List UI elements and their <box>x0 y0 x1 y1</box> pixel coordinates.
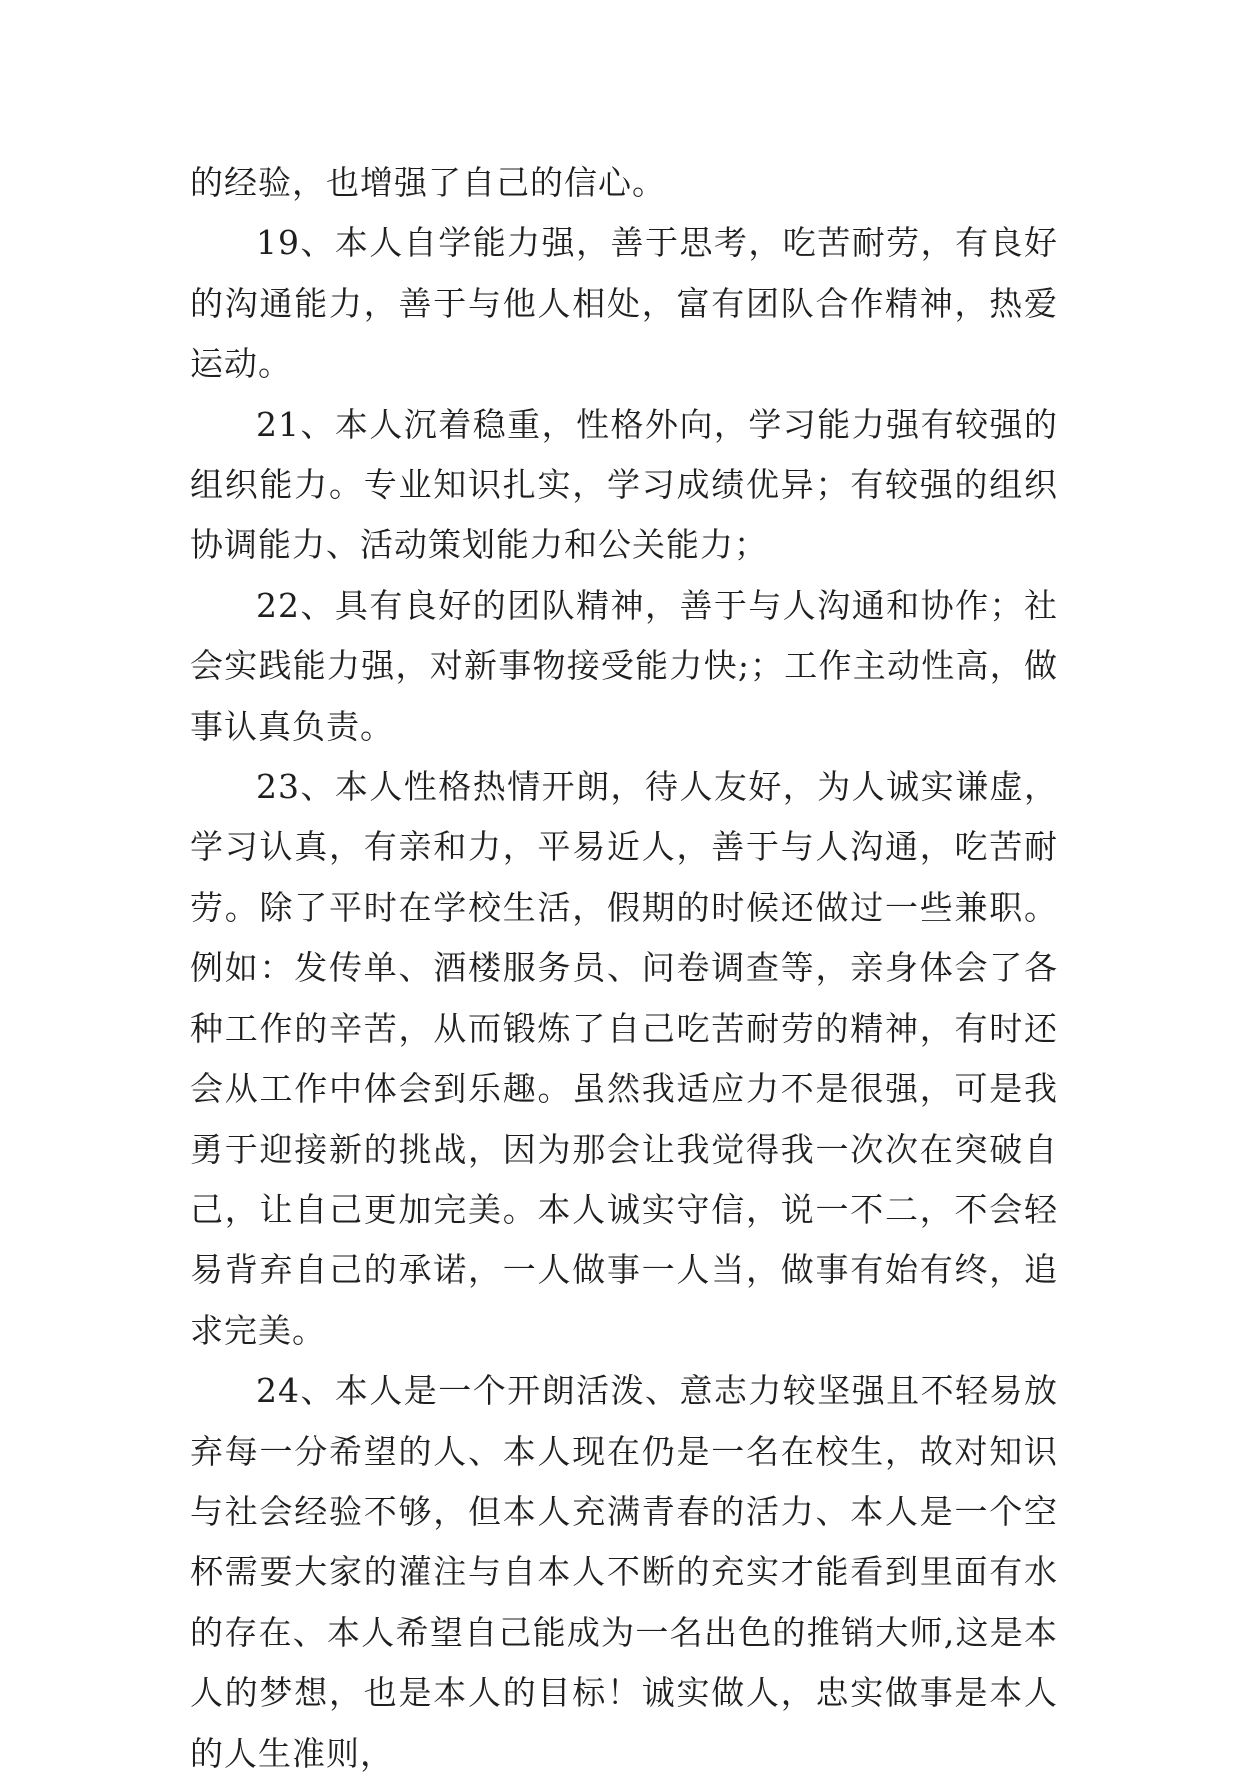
document-body <box>190 153 1058 1784</box>
paragraph-continuation: 的经验，也增强了自己的信心。 <box>190 163 666 202</box>
paragraph-23: 23、本人性格热情开朗，待人友好，为人诚实谦虚，学习认真，有亲和力，平易近人，善于与人沟通，吃苦耐劳。除了平时在学校生活，假期的时候还做过一些兼职。例如：发传单、酒楼服务员、问卷调查等，亲身体会了各种工作的辛苦，从而锻炼了自己吃苦耐劳的精神，有时还会从工作中体会到乐趣。虽然我适应力不是很强，可是我勇于迎接新的挑战，因为那会让我觉得我一次次在突破自己，让自己更加完美。本人诚实守信，说一不二，不会轻易背弃自己的承诺，一人做事一人当，做事有始有终，追求完美。 <box>190 767 1058 1350</box>
paragraph-24: 24、本人是一个开朗活泼、意志力较坚强且不轻易放弃每一分希望的人、本人现在仍是一名在校生，故对知识与社会经验不够，但本人充满青春的活力、本人是一个空杯需要大家的灌注与自本人不断的充实才能看到里面有水的存在、本人希望自己能成为一名出色的推销大师,这是本人的梦想，也是本人的目标！诚实做人，忠实做事是本人的人生准则， <box>190 1371 1058 1773</box>
paragraph-21: 21、本人沉着稳重，性格外向，学习能力强有较强的组织能力。专业知识扎实，学习成绩优异；有较强的组织协调能力、活动策划能力和公关能力； <box>190 404 1058 565</box>
paragraph-19: 19、本人自学能力强，善于思考，吃苦耐劳，有良好的沟通能力，善于与他人相处，富有团队合作精神，热爱运动。 <box>190 223 1058 384</box>
paragraph-22: 22、具有良好的团队精神，善于与人沟通和协作；社会实践能力强，对新事物接受能力快;；工作主动性高，做事认真负责。 <box>190 585 1058 746</box>
